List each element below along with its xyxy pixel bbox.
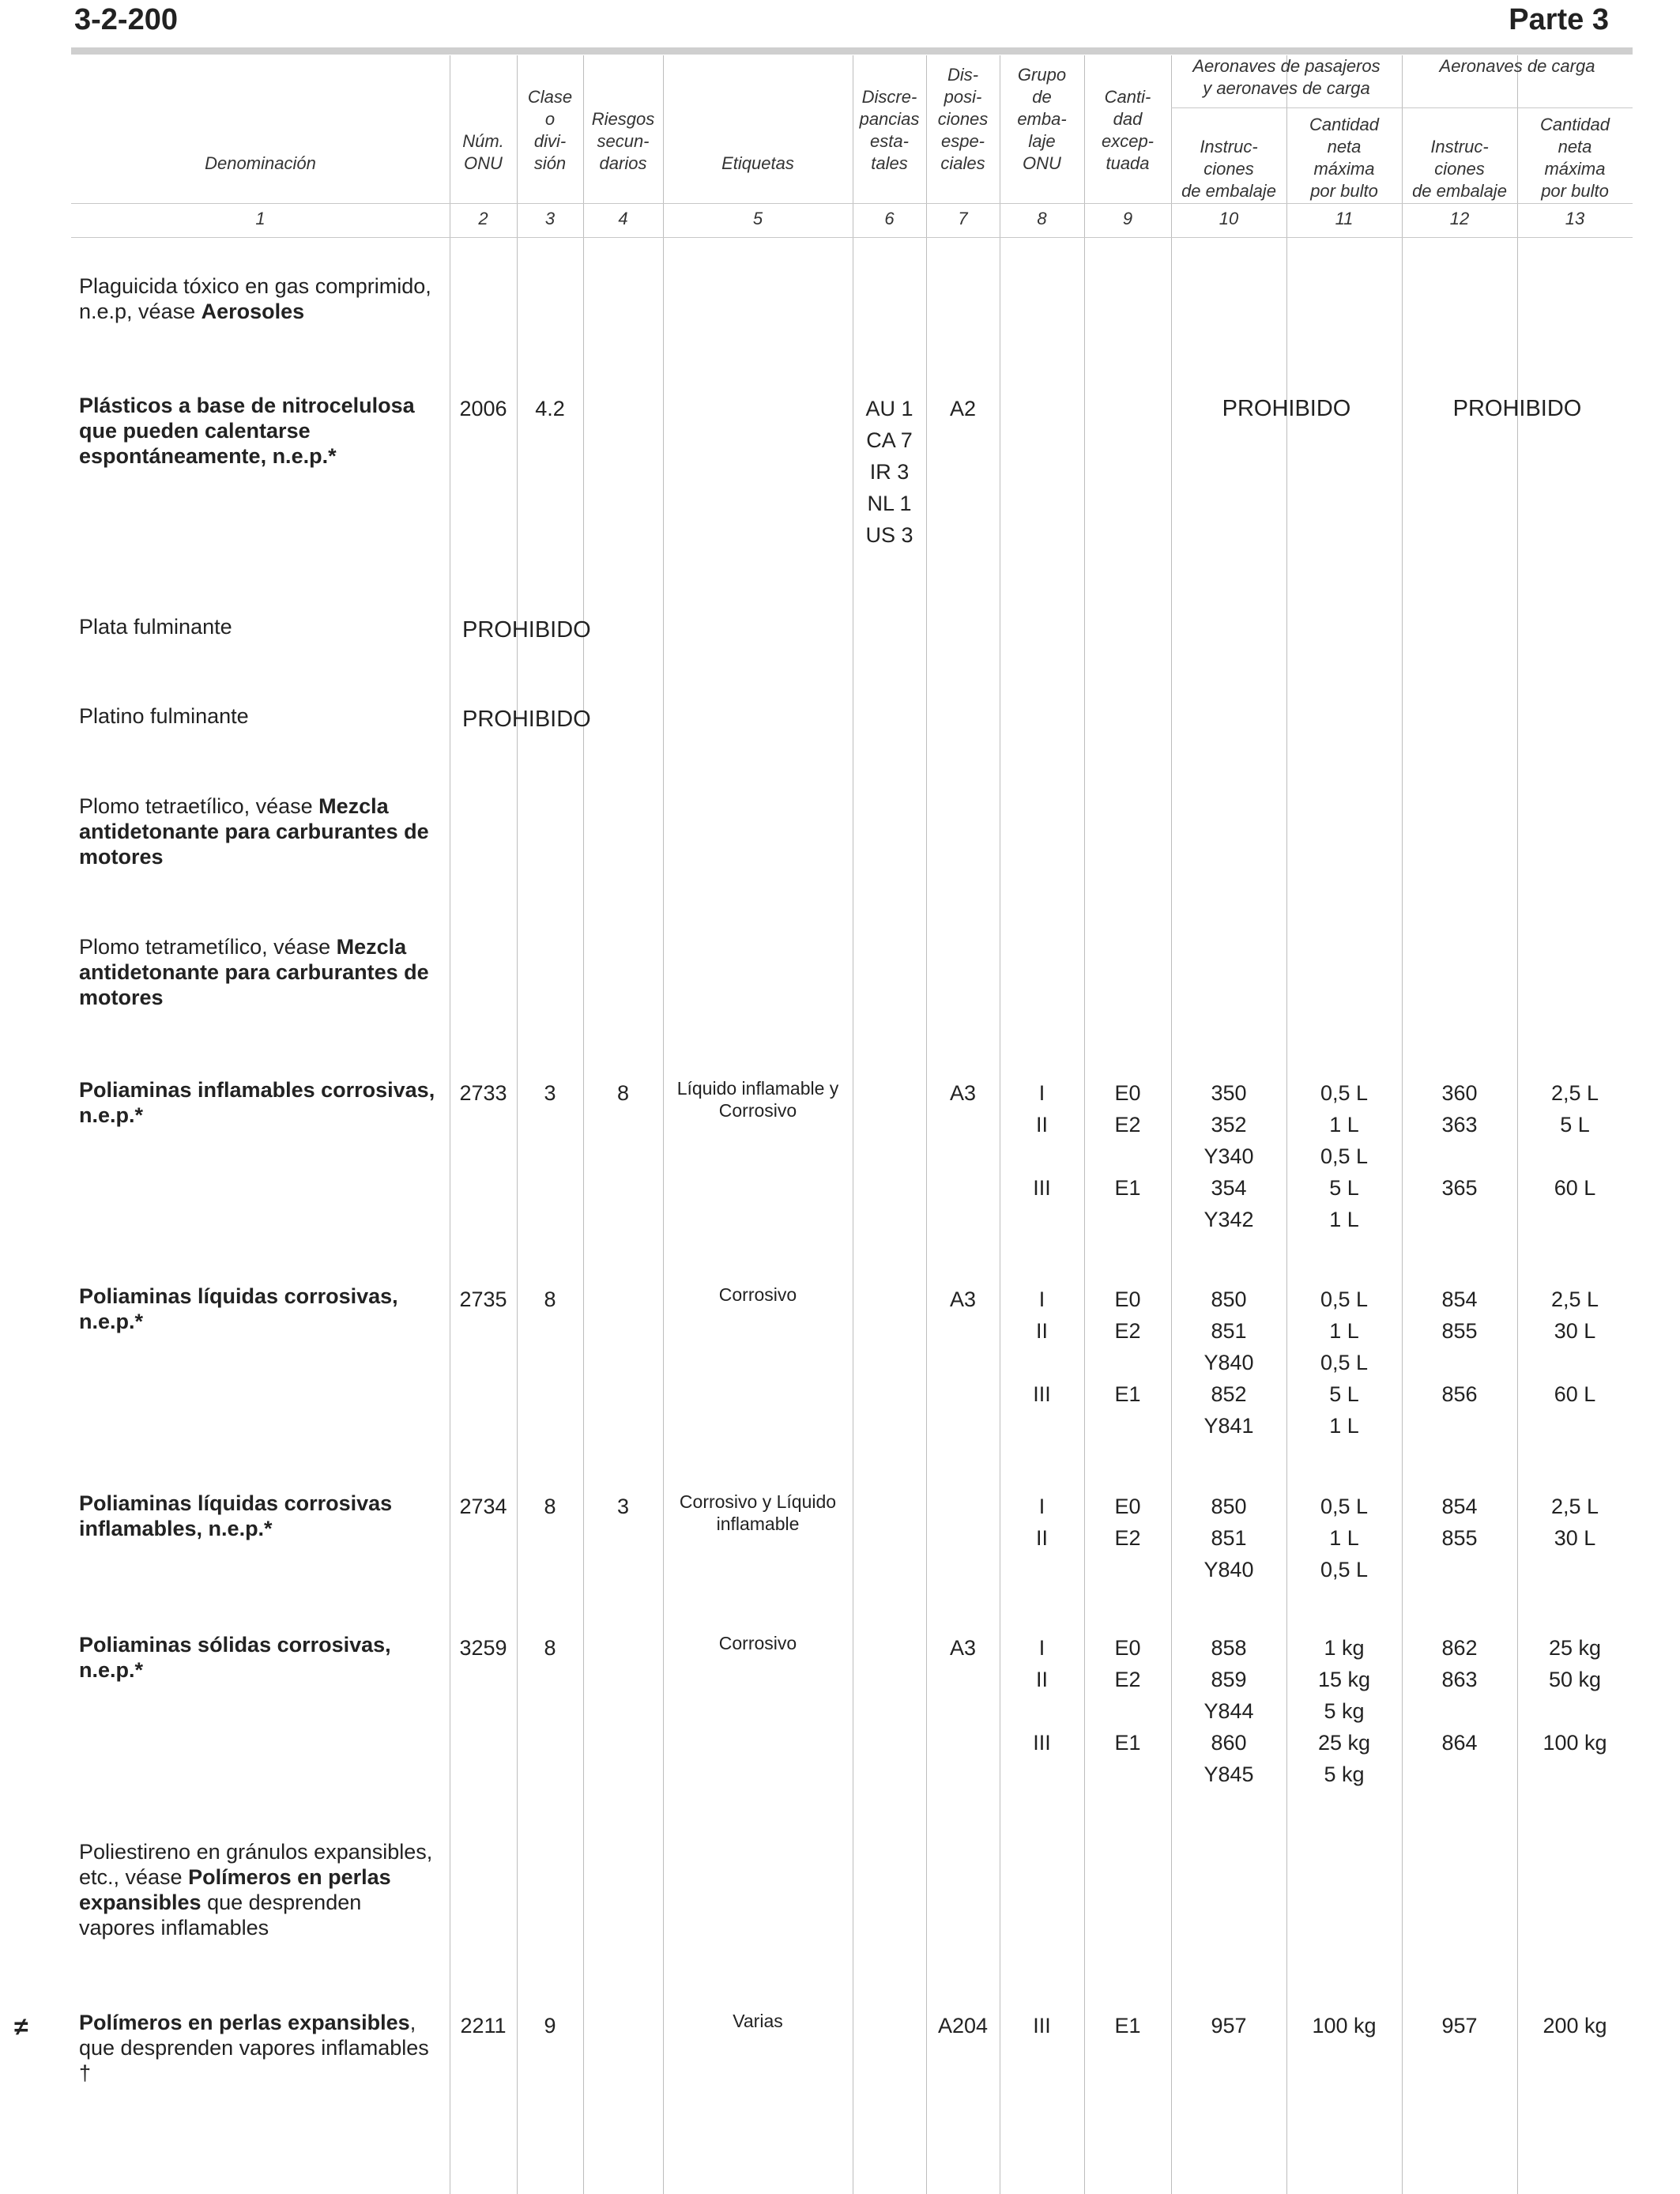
header-instrucciones-cargo: Instruc- ciones de embalaje: [1412, 137, 1507, 201]
header-discrepancias: Discre- pancias esta- tales: [859, 87, 920, 173]
header-group-cargo: Aeronaves de carga: [1439, 56, 1595, 76]
hazard-labels: Corrosivo y Líquido inflamable: [679, 1491, 837, 1534]
prohibited-status: PROHIBIDO: [462, 707, 591, 732]
column-number: 13: [1565, 209, 1585, 228]
denominacion: Polímeros en perlas expansibles, que desprenden vapores inflamables †: [79, 2011, 429, 2085]
packing-instruction-pax: 957: [1211, 2014, 1247, 2038]
special-provisions: A204: [937, 2014, 989, 2038]
column-number: 4: [618, 209, 628, 228]
un-number: 2733: [459, 1081, 507, 1105]
denominacion: Poliaminas sólidas corrosivas, n.e.p.*: [79, 1633, 391, 1682]
class-division: 8: [544, 1287, 556, 1311]
prohibited-pax: PROHIBIDO: [1222, 396, 1351, 421]
prohibited-cargo: PROHIBIDO: [1452, 396, 1582, 421]
packing-group: III: [1033, 2014, 1051, 2038]
column-number: 3: [544, 209, 556, 228]
class-division: 8: [544, 1636, 556, 1660]
un-number: 3259: [459, 1636, 507, 1660]
packing-instruction-pax: 850 851 Y840: [1203, 1495, 1254, 1581]
denominacion: Poliestireno en gránulos expansibles, etc., véase Polímeros en perlas expansibles que desprenden vapores inflamables: [79, 1840, 433, 1940]
un-number: 2734: [459, 1495, 507, 1518]
page-header: [71, 0, 1609, 49]
packing-instruction-cargo: 862 863 864: [1441, 1636, 1478, 1755]
packing-instruction-cargo: 360 363 365: [1441, 1081, 1478, 1200]
max-net-quantity-pax: 100 kg: [1312, 2014, 1377, 2038]
packing-group: I II III: [1033, 1287, 1051, 1406]
denominacion: Plásticos a base de nitrocelulosa que pueden calentarse espontáneamente, n.e.p.*: [79, 394, 415, 468]
un-number: 2006: [459, 397, 507, 420]
class-division: 3: [544, 1081, 556, 1105]
packing-instruction-pax: 850 851 Y840 852 Y841: [1203, 1287, 1254, 1438]
packing-instruction-cargo: 854 855 856: [1441, 1287, 1478, 1406]
max-net-quantity-cargo: 2,5 L 30 L: [1550, 1495, 1599, 1550]
denominacion: Plomo tetraetílico, véase Mezcla antidetonante para carburantes de motores: [79, 794, 429, 869]
subsidiary-risk: 8: [616, 1081, 630, 1105]
excepted-quantity: E0 E2 E1: [1114, 1081, 1141, 1200]
special-provisions: A3: [949, 1636, 977, 1660]
column-number: 1: [255, 209, 266, 228]
header-clase: Clase o divi- sión: [527, 87, 573, 173]
header-etiquetas: Etiquetas: [721, 153, 794, 173]
hazard-labels: Líquido inflamable y Corrosivo: [676, 1078, 839, 1121]
excepted-quantity: E0 E2: [1114, 1495, 1141, 1550]
prohibited-status: PROHIBIDO: [462, 617, 591, 643]
max-net-quantity-cargo: 2,5 L 5 L 60 L: [1550, 1081, 1599, 1200]
hazard-labels: Corrosivo: [718, 1284, 797, 1305]
denominacion: Poliaminas líquidas corrosivas inflamables, n.e.p.*: [79, 1491, 393, 1540]
header-riesgos: Riesgos secun- darios: [591, 109, 655, 173]
special-provisions: A3: [949, 1287, 977, 1311]
header-cantidad-pax: Cantidad neta máxima por bulto: [1309, 115, 1380, 201]
class-division: 4.2: [535, 397, 565, 420]
denominacion: Platino fulminante: [79, 704, 249, 728]
un-number: 2211: [460, 2014, 507, 2038]
column-number: 11: [1335, 209, 1354, 228]
excepted-quantity: E1: [1114, 2014, 1141, 2038]
packing-instruction-cargo: 854 855: [1441, 1495, 1478, 1550]
section-number: 3-2-200: [74, 3, 178, 36]
denominacion: Poliaminas líquidas corrosivas, n.e.p.*: [79, 1284, 398, 1333]
packing-group: I II III: [1033, 1636, 1051, 1755]
header-group-pax: Aeronaves de pasajeros y aeronaves de carga: [1192, 56, 1381, 98]
header-num-onu: Núm. ONU: [462, 131, 504, 173]
column-number: 7: [958, 209, 968, 228]
column-number: 6: [884, 209, 895, 228]
max-net-quantity-pax: 0,5 L 1 L 0,5 L 5 L 1 L: [1320, 1287, 1369, 1438]
max-net-quantity-pax: 1 kg 15 kg 5 kg 25 kg 5 kg: [1317, 1636, 1371, 1786]
column-number: 10: [1219, 209, 1239, 228]
max-net-quantity-pax: 0,5 L 1 L 0,5 L: [1320, 1495, 1369, 1581]
header-cantidad-exceptuada: Canti- dad excep- tuada: [1101, 87, 1155, 173]
class-division: 9: [544, 2014, 556, 2038]
max-net-quantity-cargo: 2,5 L 30 L 60 L: [1550, 1287, 1599, 1406]
packing-instruction-pax: 858 859 Y844 860 Y845: [1203, 1636, 1254, 1786]
change-marker: ≠: [14, 2012, 28, 2041]
header-rule: [71, 47, 1633, 55]
header-denominacion: Denominación: [205, 153, 316, 173]
denominacion: Plaguicida tóxico en gas comprimido, n.e.p, véase Aerosoles: [79, 274, 431, 323]
header-grupo: Grupo de emba- laje ONU: [1017, 65, 1067, 173]
max-net-quantity-pax: 0,5 L 1 L 0,5 L 5 L 1 L: [1320, 1081, 1369, 1231]
hazard-labels: Corrosivo: [718, 1633, 797, 1653]
excepted-quantity: E0 E2 E1: [1114, 1287, 1141, 1406]
denominacion: Plomo tetrametílico, véase Mezcla antidetonante para carburantes de motores: [79, 935, 429, 1009]
un-number: 2735: [459, 1287, 507, 1311]
max-net-quantity-cargo: 200 kg: [1543, 2014, 1607, 2038]
hazard-labels: Varias: [733, 2011, 783, 2031]
header-instrucciones-pax: Instruc- ciones de embalaje: [1181, 137, 1276, 201]
excepted-quantity: E0 E2 E1: [1114, 1636, 1141, 1755]
column-number: 5: [752, 209, 763, 228]
subsidiary-risk: 3: [616, 1495, 630, 1518]
part-title: Parte 3: [1509, 3, 1609, 36]
denominacion: Plata fulminante: [79, 615, 232, 639]
header-cantidad-cargo: Cantidad neta máxima por bulto: [1539, 115, 1610, 201]
column-number: 2: [478, 209, 488, 228]
packing-instruction-pax: 350 352 Y340 354 Y342: [1203, 1081, 1254, 1231]
max-net-quantity-cargo: 25 kg 50 kg 100 kg: [1543, 1636, 1607, 1755]
packing-instruction-cargo: 957: [1441, 2014, 1478, 2038]
class-division: 8: [544, 1495, 556, 1518]
special-provisions: A2: [949, 397, 977, 420]
state-variations: AU 1 CA 7 IR 3 NL 1 US 3: [865, 397, 913, 547]
dangerous-goods-table: [71, 55, 1633, 2194]
packing-group: I II III: [1033, 1081, 1051, 1200]
column-number: 8: [1037, 209, 1047, 228]
packing-group: I II: [1035, 1495, 1048, 1550]
header-disposiciones: Dis- posi- ciones espe- ciales: [937, 65, 989, 173]
column-number: 12: [1449, 209, 1470, 228]
column-number: 9: [1122, 209, 1133, 228]
special-provisions: A3: [949, 1081, 977, 1105]
denominacion: Poliaminas inflamables corrosivas, n.e.p.*: [79, 1078, 435, 1127]
